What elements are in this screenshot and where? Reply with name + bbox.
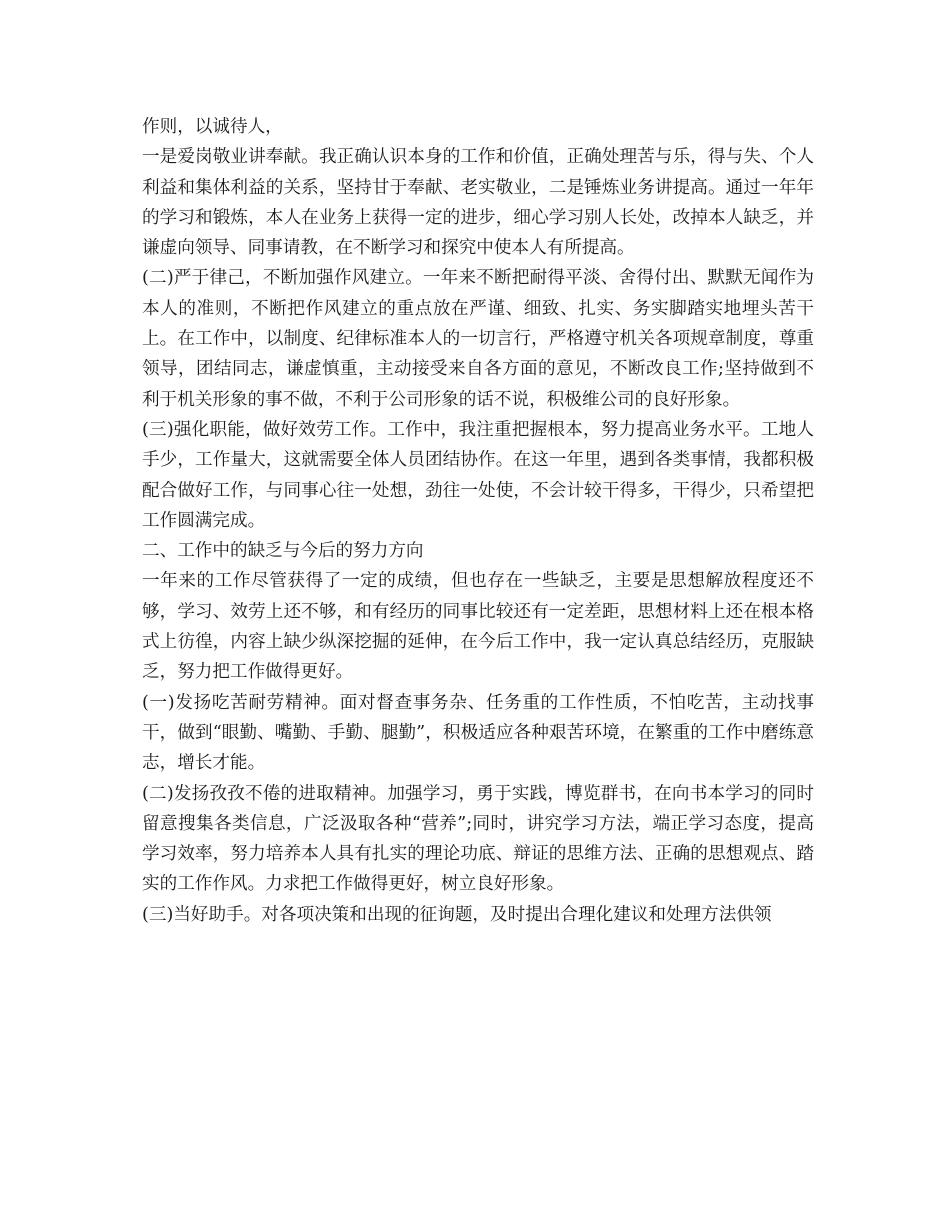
paragraph-9: (三)当好助手。对各项决策和出现的征询题，及时提出合理化建议和处理方法供领 [142, 904, 772, 925]
paragraph-2: 一是爱岗敬业讲奉献。我正确认识本身的工作和价值，正确处理苦与乐，得与失、个人利益和集体利益的关系，坚持甘于奉献、老实敬业，二是锤炼业务讲提高。通过一年年的学习和锻炼，本人在业务上获得一定的进步，细心学习别人长处，改掉本人缺乏，并谦虚向领导、同事请教，在不断学习和探究中使本人有所提高。 [142, 147, 814, 259]
paragraph-7: (一)发扬吃苦耐劳精神。面对督查事务杂、任务重的工作性质，不怕吃苦，主动找事干，做到“眼勤、嘴勤、手勤、腿勤”，积极适应各种艰苦环境，在繁重的工作中磨练意志，增长才能。 [142, 692, 814, 774]
paragraph-1: 作则，以诚待人， [142, 117, 283, 137]
paragraph-8: (二)发扬孜孜不倦的进取精神。加强学习，勇于实践，博览群书，在向书本学习的同时留意搜集各类信息，广泛汲取各种“营养”;同时，讲究学习方法，端正学习态度，提高学习效率，努力培养本人具有扎实的理论功底、辩证的思维方法、正确的思想观点、踏实的工作作风。力求把工作做得更好，树立良好形象。 [142, 783, 814, 895]
document-body [142, 112, 814, 930]
paragraph-4: (三)强化职能，做好效劳工作。工作中，我注重把握根本，努力提高业务水平。工地人手少，工作量大，这就需要全体人员团结协作。在这一年里，遇到各类事情，我都积极配合做好工作，与同事心往一处想，劲往一处使，不会计较干得多，干得少，只希望把工作圆满完成。 [142, 419, 814, 531]
paragraph-6: 一年来的工作尽管获得了一定的成绩，但也存在一些缺乏，主要是思想解放程度还不够，学习、效劳上还不够，和有经历的同事比较还有一定差距，思想材料上还在根本格式上彷徨，内容上缺少纵深挖掘的延伸，在今后工作中，我一定认真总结经历，克服缺乏，努力把工作做得更好。 [142, 571, 814, 683]
paragraph-3: (二)严于律己，不断加强作风建立。一年来不断把耐得平淡、舍得付出、默默无闻作为本人的准则，不断把作风建立的重点放在严谨、细致、扎实、务实脚踏实地埋头苦干上。在工作中，以制度、纪律标准本人的一切言行，严格遵守机关各项规章制度，尊重领导，团结同志，谦虚慎重，主动接受来自各方面的意见，不断改良工作;坚持做到不利于机关形象的事不做，不利于公司形象的话不说，积极维公司的良好形象。 [142, 268, 814, 410]
section-heading: 二、工作中的缺乏与今后的努力方向 [142, 541, 424, 562]
